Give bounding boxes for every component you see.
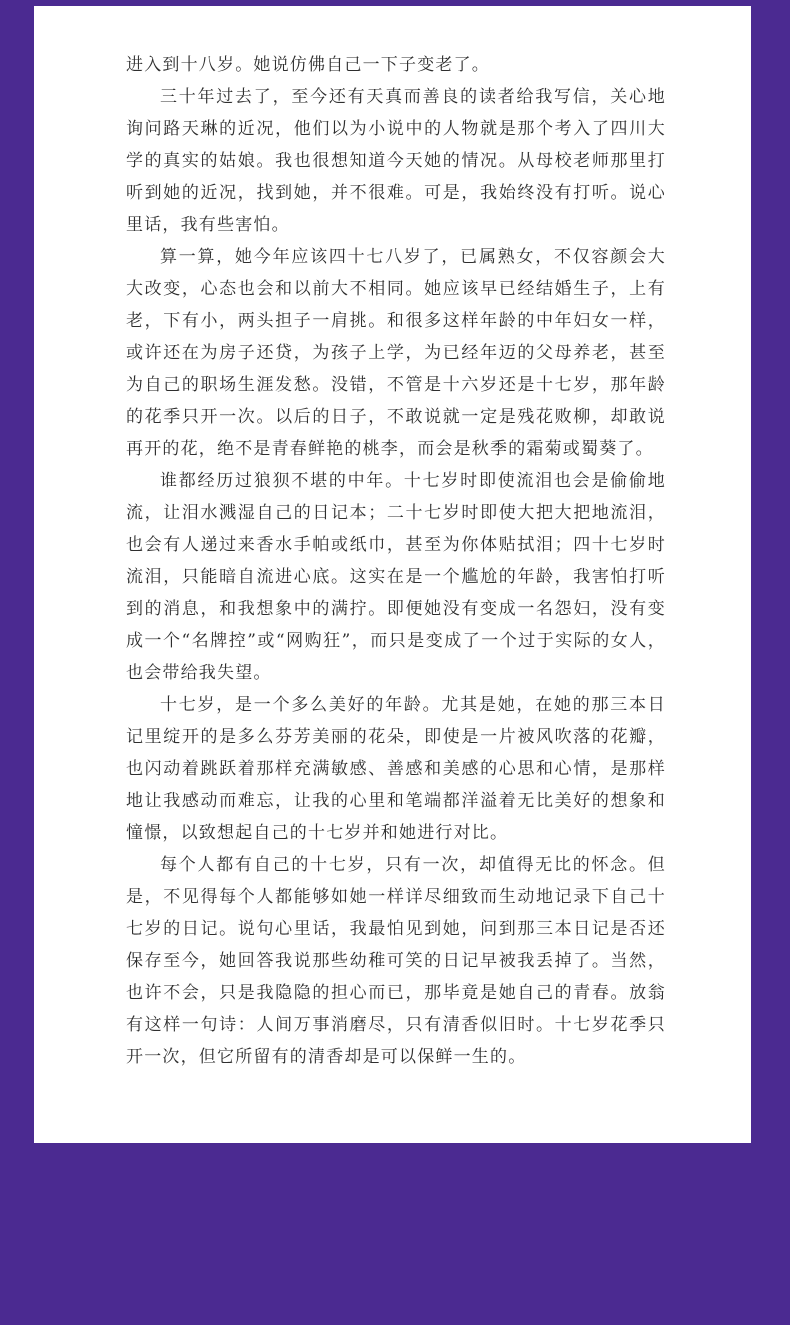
paragraph-4: 谁都经历过狼狈不堪的中年。十七岁时即使流泪也会是偷偷地流，让泪水溅湿自己的日记本；二十七岁时即使大把大把地流泪，也会有人递过来香水手帕或纸巾，甚至为你体贴拭泪；四十七岁时流泪，只能暗自流进心底。这实在是一个尴尬的年龄，我害怕打听到的消息，和我想象中的满拧。即便她没有变成一名怨妇，没有变成一个“名牌控”或“网购狂”，而只是变成了一个过于实际的女人，也会带给我失望。	[126, 471, 666, 683]
paragraph-6: 每个人都有自己的十七岁，只有一次，却值得无比的怀念。但是，不见得每个人都能够如她一样详尽细致而生动地记录下自己十七岁的日记。说句心里话，我最怕见到她，问到那三本日记是否还保存至今，她回答我说那些幼稚可笑的日记早被我丢掉了。当然，也许不会，只是我隐隐的担心而已，那毕竟是她自己的青春。放翁有这样一句诗：人间万事消磨尽，只有清香似旧时。十七岁花季只开一次，但它所留有的清香却是可以保鲜一生的。	[126, 855, 666, 1067]
paragraph-2: 三十年过去了，至今还有天真而善良的读者给我写信，关心地询问路天琳的近况，他们以为小说中的人物就是那个考入了四川大学的真实的姑娘。我也很想知道今天她的情况。从母校老师那里打听到她的近况，找到她，并不很难。可是，我始终没有打听。说心里话，我有些害怕。	[126, 87, 666, 235]
paragraph-3: 算一算，她今年应该四十七八岁了，已属熟女，不仅容颜会大大改变，心态也会和以前大不相同。她应该早已经结婚生子，上有老，下有小，两头担子一肩挑。和很多这样年龄的中年妇女一样，或许还在为房子还贷，为孩子上学，为已经年迈的父母养老，甚至为自己的职场生涯发愁。没错，不管是十六岁还是十七岁，那年龄的花季只开一次。以后的日子，不敢说就一定是残花败柳，却敢说再开的花，绝不是青春鲜艳的桃李，而会是秋季的霜菊或蜀葵了。	[126, 247, 666, 459]
paragraph-5: 十七岁，是一个多么美好的年龄。尤其是她，在她的那三本日记里绽开的是多么芬芳美丽的花朵，即使是一片被风吹落的花瓣，也闪动着跳跃着那样充满敏感、善感和美感的心思和心情，是那样地让我感动而难忘，让我的心里和笔端都洋溢着无比美好的想象和憧憬，以致想起自己的十七岁并和她进行对比。	[126, 695, 666, 843]
page-sheet	[34, 6, 751, 1143]
article-body	[126, 49, 666, 1073]
paragraph-1: 进入到十八岁。她说仿佛自己一下子变老了。	[126, 55, 490, 75]
